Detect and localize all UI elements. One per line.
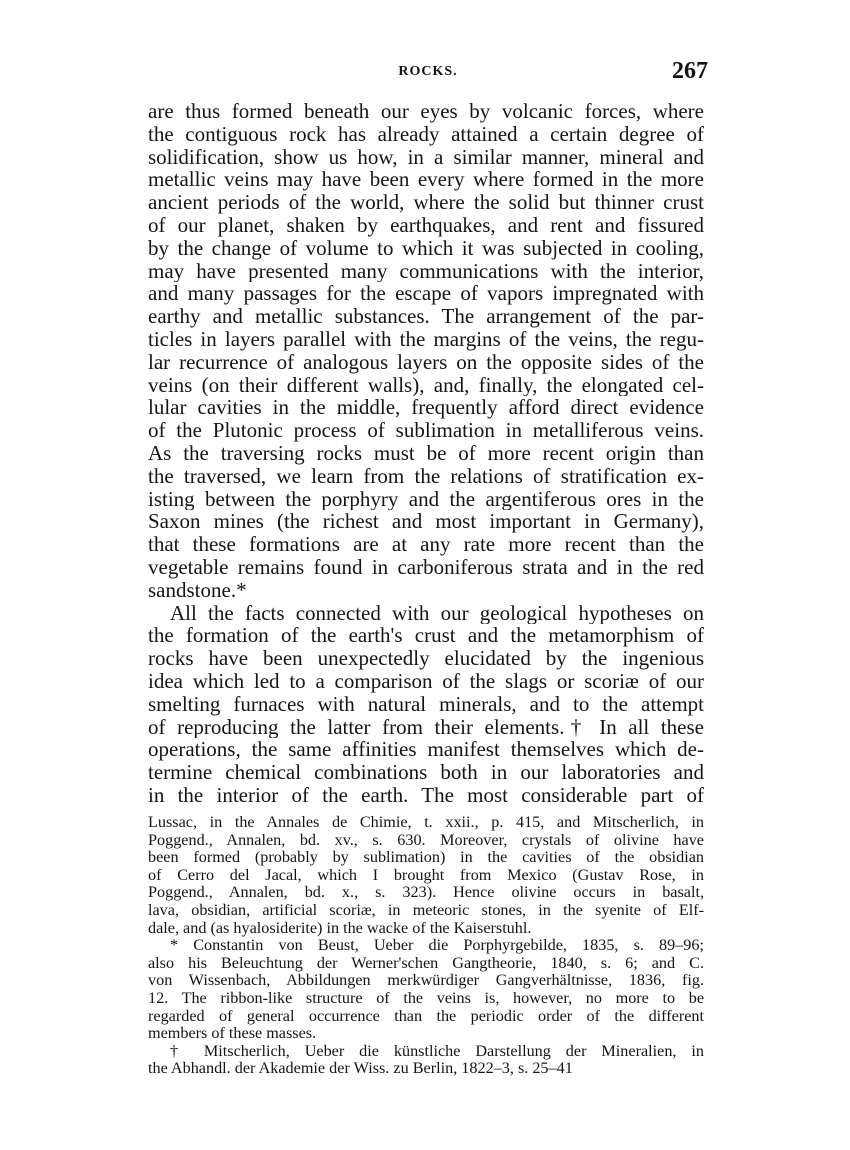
body-line: veins (on their different walls), and, finally, the elongated cel- xyxy=(148,373,704,397)
page-header xyxy=(148,58,708,86)
footnote-line: † Mitscherlich, Ueber die künstliche Darstellung der Mineralien, in xyxy=(170,1042,704,1060)
body-line: smelting furnaces with natural minerals, and to the attempt xyxy=(148,692,704,716)
body-line: ancient periods of the world, where the solid but thinner crust xyxy=(148,191,704,214)
body-line: ticles in layers parallel with the margins of the veins, the regu- xyxy=(148,327,704,351)
body-line: sandstone.* xyxy=(148,578,247,602)
body-line: lular cavities in the middle, frequently afford direct evidence xyxy=(148,396,704,420)
body-line: and many passages for the escape of vapors impregnated with xyxy=(148,282,704,306)
body-line: rocks have been unexpectedly elucidated by the ingenious xyxy=(148,647,704,670)
body-line: the contiguous rock has already attained a certain degree of xyxy=(148,122,704,146)
body-line: of the Plutonic process of sublimation in metalliferous veins. xyxy=(148,419,704,442)
body-line: are thus formed beneath our eyes by volcanic forces, where xyxy=(148,100,704,123)
body-line: in the interior of the earth. The most considerable part of xyxy=(148,783,704,807)
footnotes xyxy=(148,814,704,1078)
footnote-line: been formed (probably by sublimation) in the cavities of the obsidian xyxy=(148,849,704,867)
body-line: lar recurrence of analogous layers on the opposite sides of the xyxy=(148,350,704,374)
footnote-line: von Wissenbach, Abbildungen merkwürdiger Gangverhältnisse, 1836, fig. xyxy=(148,972,704,990)
footnote-line: regarded of general occurrence than the periodic order of the different xyxy=(148,1007,704,1025)
body-line: termine chemical combinations both in our laboratories and xyxy=(148,761,704,784)
running-head: ROCKS. xyxy=(398,64,458,79)
footnote-line: 12. The ribbon-like structure of the veins is, however, no more to be xyxy=(148,989,704,1007)
footnote-line: Lussac, in the Annales de Chimie, t. xxii., p. 415, and Mitscherlich, in xyxy=(148,814,704,831)
body-line: the traversed, we learn from the relations of stratification ex- xyxy=(148,464,704,488)
page-number: 267 xyxy=(672,58,708,84)
footnote-line: Poggend., Annalen, bd. x., s. 323). Hence olivine occurs in basalt, xyxy=(148,884,704,902)
body-line: All the facts connected with our geological hypotheses on xyxy=(170,601,704,625)
body-line: that these formations are at any rate more recent than the xyxy=(148,533,704,556)
body-line: idea which led to a comparison of the slags or scoriæ of our xyxy=(148,669,704,693)
body-line: of our planet, shaken by earthquakes, and rent and fissured xyxy=(148,213,704,237)
body-line: metallic veins may have been every where formed in the more xyxy=(148,168,704,192)
body-line: isting between the porphyry and the argentiferous ores in the xyxy=(148,487,704,511)
body-text xyxy=(148,100,704,807)
footnote-line: also his Beleuchtung der Werner'schen Gangtheorie, 1840, s. 6; and C. xyxy=(148,954,704,972)
body-line: may have presented many communications with the interior, xyxy=(148,259,704,283)
footnote-line: the Abhandl. der Akademie der Wiss. zu Berlin, 1822–3, s. 25–41 xyxy=(148,1060,573,1078)
body-line: by the change of volume to which it was subjected in cooling, xyxy=(148,236,704,260)
footnote-line: members of these masses. xyxy=(148,1025,317,1043)
footnote-line: of Cerro del Jacal, which I brought from Mexico (Gustav Rose, in xyxy=(148,866,704,884)
footnote-line: * Constantin von Beust, Ueber die Porphyrgebilde, 1835, s. 89–96; xyxy=(170,937,704,955)
footnote-line: Poggend., Annalen, bd. xv., s. 630. Moreover, crystals of olivine have xyxy=(148,831,704,849)
body-line: As the traversing rocks must be of more recent origin than xyxy=(148,441,704,465)
body-line: of reproducing the latter from their elements.† In all these xyxy=(148,715,704,739)
body-line: the formation of the earth's crust and the metamorphism of xyxy=(148,624,704,648)
body-line: earthy and metallic substances. The arrangement of the par- xyxy=(148,305,704,328)
body-line: Saxon mines (the richest and most important in Germany), xyxy=(148,510,704,534)
footnote-line: lava, obsidian, artificial scoriæ, in meteoric stones, in the syenite of Elf- xyxy=(148,901,704,919)
body-line: vegetable remains found in carboniferous strata and in the red xyxy=(148,555,704,579)
footnote-line: dale, and (as hyalosiderite) in the wacke of the Kaiserstuhl. xyxy=(148,919,532,937)
body-line: operations, the same affinities manifest themselves which de- xyxy=(148,738,704,762)
body-line: solidification, show us how, in a similar manner, mineral and xyxy=(148,145,704,169)
